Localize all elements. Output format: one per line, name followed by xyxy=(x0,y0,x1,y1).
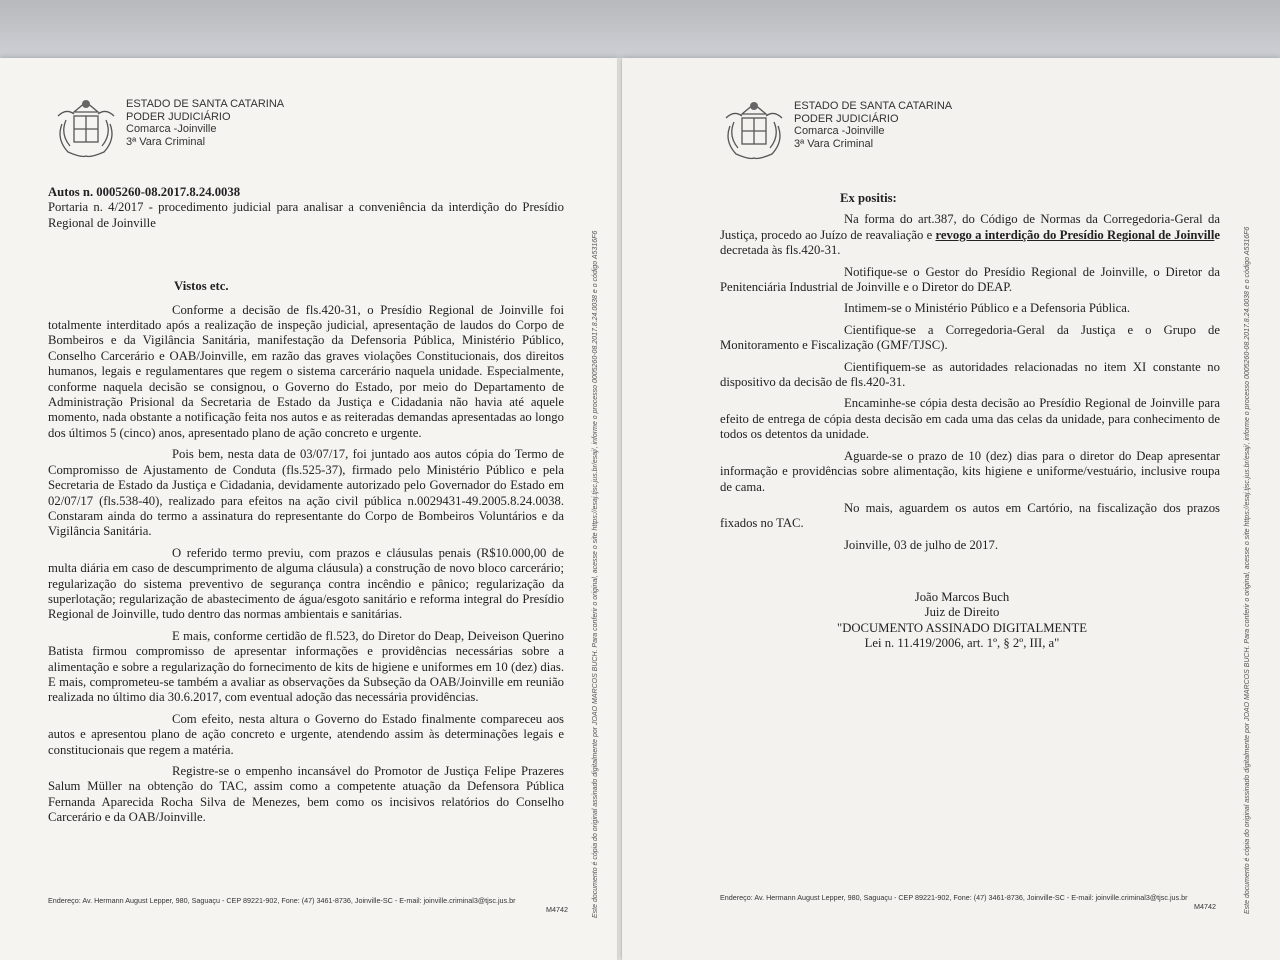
date-line: Joinville, 03 de julho de 2017. xyxy=(844,537,998,552)
header-comarca: Comarca -Joinville xyxy=(126,123,217,135)
header-power: PODER JUDICIÁRIO xyxy=(794,112,899,125)
left-body xyxy=(48,185,564,826)
signer-name: João Marcos Buch xyxy=(914,590,1010,604)
paragraph: Com efeito, nesta altura o Governo do Estado finalmente compareceu aos autos e apresentou plano de ação concreto e urgente, atendendo assim às determinações legais e constitucionais que regem a matéria. xyxy=(48,711,564,757)
left-footer xyxy=(48,896,568,914)
paragraph: Pois bem, nesta data de 03/07/17, foi juntado aos autos cópia do Termo de Compromisso de Ajustamento de Conduta (fls.525-37), firmado pelo Ministério Público e pela Secretaria de Estado da Justiça e Cidadania, devidamente autorizado pelo Governador do Estado em 02/07/17 (fls.538-40), realizado para efeitos na ação civil pública n.0029431-49.2005.8.24.0038. Constaram ainda do termo a assinatura do representante do Corpo de Bombeiros Voluntários e da Vigilância Sanitária. xyxy=(48,447,564,539)
header-state: ESTADO DE SANTA CATARINA xyxy=(126,98,285,110)
revocation-text: Na forma do art.387, do Código de Normas da Corregedoria-Geral da Justiça, procedo ao Juízo de reavaliação e xyxy=(720,212,1220,242)
side-verification-note: Este documento é cópia do original assinado digitalmente por JOAO MARCOS BUCH. Para conferir o original, acesse o site https://esaj.tjsc.jus.br/esaj/, informe o processo 0005260-08.2017.8.24.0038 e o código A5316F6 xyxy=(592,230,599,918)
header-vara: 3ª Vara Criminal xyxy=(794,137,874,150)
ex-positis-heading: Ex positis: xyxy=(840,191,897,205)
state-seal-icon xyxy=(720,96,788,162)
paragraph: Aguarde-se o prazo de 10 (dez) dias para o diretor do Deap apresentar informação e providências sobre alimentação, kits higiene e uniforme/vestuário, inclusive roupa de cama. xyxy=(720,448,1220,494)
signer-role: Juiz de Direito xyxy=(924,605,1000,620)
side-verification-note: Este documento é cópia do original assinado digitalmente por JOAO MARCOS BUCH. Para conferir o original, acesse o site https://esaj.tjsc.jus.br/esaj/, informe o processo 0005260-08.2017.8.24.0038 e o código A5316F6 xyxy=(1244,226,1251,914)
right-body xyxy=(720,191,1220,553)
revocation-highlight-end: e xyxy=(1214,227,1220,242)
footer-address: Endereço: Av. Hermann August Lepper, 980, Saguaçu - CEP 89221-902, Fone: (47) 3461-8736, Joinville-SC - E-mail: joinville.criminal3@tjsc.jus.br xyxy=(720,893,1188,902)
header-comarca: Comarca -Joinville xyxy=(794,125,885,137)
paragraph: No mais, aguardem os autos em Cartório, na fiscalização dos prazos fixados no TAC. xyxy=(720,500,1220,531)
right-page xyxy=(622,58,1280,960)
state-seal-icon xyxy=(52,94,120,160)
background-top xyxy=(0,0,1280,60)
paragraph: Intimem-se o Ministério Público e a Defensoria Pública. xyxy=(844,301,1131,316)
paragraph: Conforme a decisão de fls.420-31, o Presídio Regional de Joinville foi totalmente interditado após a realização de inspeção judicial, apresentação de laudos do Corpo de Bombeiros e da Vigilância Sanitária, manifestação da Defensoria Pública, Ministério Público, Conselho Carcerário e OAB/Joinville, em razão das graves violações Constitucionais, dos direitos humanos, legais e regulamentares que regem o sistema carcerário naquela unidade. Especialmente, conforme naquela decisão se consignou, o Governo do Estado, por meio do Departamento de Administração Prisional da Secretaria de Estado da Justiça e Cidadania não havia até aquele momento, nada obstante a notificação feita nos autos e as reiteradas demandas apresentadas ao longo dos últimos 5 (cinco) anos, apresentado plano de ação concreto e urgente. xyxy=(48,302,564,440)
revocation-text-end: decretada às fls.420-31. xyxy=(720,243,841,258)
paragraph: Notifique-se o Gestor do Presídio Regional de Joinville, o Diretor da Penitenciária Industrial de Joinville e o Diretor do DEAP. xyxy=(720,264,1220,295)
paragraph: Cientifique-se a Corregedoria-Geral da Justiça e o Grupo de Monitoramento e Fiscalização (GMF/TJSC). xyxy=(720,322,1220,353)
court-header xyxy=(720,96,952,162)
left-page xyxy=(0,58,618,960)
law-reference: Lei n. 11.419/2006, art. 1º, § 2º, III, a" xyxy=(864,636,1060,651)
footer-code: M4742 xyxy=(546,905,568,914)
case-number: Autos n. 0005260-08.2017.8.24.0038 xyxy=(48,185,241,199)
revocation-highlight: revogo a interdição do Presídio Regional de Joinvill xyxy=(935,227,1215,242)
header-vara: 3ª Vara Criminal xyxy=(126,135,206,148)
paragraph: O referido termo previu, com prazos e cláusulas penais (R$10.000,00 de multa diária em caso de descumprimento de alguma cláusula) a construção de novo bloco carcerário; regularização do sistema preventivo de segurança contra incêndio e pânico; regularização da superlotação; regularização de abastecimento de água/esgoto sanitário e reforma integral do Presídio Regional de Joinville, tudo dentro das normas ambientais e sanitárias. xyxy=(48,545,564,622)
paragraph: Registre-se o empenho incansável do Promotor de Justiça Felipe Prazeres Salum Müller na obtenção do TAC, assim como a competente atuação da Defensora Pública Fernanda Aparecida Rocha Silva de Menezes, bem como os incisivos relatórios do Conselho Carcerário e da OAB/Joinville. xyxy=(48,764,564,825)
court-header xyxy=(52,94,284,160)
digital-signature-note: "DOCUMENTO ASSINADO DIGITALMENTE xyxy=(837,620,1087,635)
header-power: PODER JUDICIÁRIO xyxy=(126,110,231,123)
paragraph: Encaminhe-se cópia desta decisão ao Presídio Regional de Joinville para efeito de entrega de cópia desta decisão em cada uma das celas da unidade, para conhecimento de todos os detentos da unidade. xyxy=(720,396,1220,442)
revocation-paragraph xyxy=(720,212,1220,258)
paragraph: E mais, conforme certidão de fl.523, do Diretor do Deap, Deiveison Querino Batista firmou compromisso de apresentar informações e providências necessárias sobre a alimentação e sobre a regularização do fornecimento de kits de higiene e uniformes em 10 (dez) dias. E mais, comprometeu-se também a avaliar as observações da Subseção da OAB/Joinville em reunião realizada no último dia 30.6.2017, com eventual adoção das necessária providências. xyxy=(48,628,564,705)
right-footer xyxy=(720,893,1216,911)
paragraph: Cientifiquem-se as autoridades relacionadas no item XI constante no dispositivo da decisão de fls.420-31. xyxy=(720,359,1220,390)
vistos-heading: Vistos etc. xyxy=(174,279,229,294)
signature-block xyxy=(812,590,1112,652)
footer-code: M4742 xyxy=(1194,902,1216,911)
portaria: Portaria n. 4/2017 - procedimento judicial para analisar a conveniência da interdição do Presídio Regional de Joinville xyxy=(48,200,564,230)
header-state: ESTADO DE SANTA CATARINA xyxy=(794,100,953,112)
footer-address: Endereço: Av. Hermann August Lepper, 980, Saguaçu - CEP 89221-902, Fone: (47) 3461-8736, Joinville-SC - E-mail: joinville.criminal3@tjsc.jus.br xyxy=(48,896,516,905)
